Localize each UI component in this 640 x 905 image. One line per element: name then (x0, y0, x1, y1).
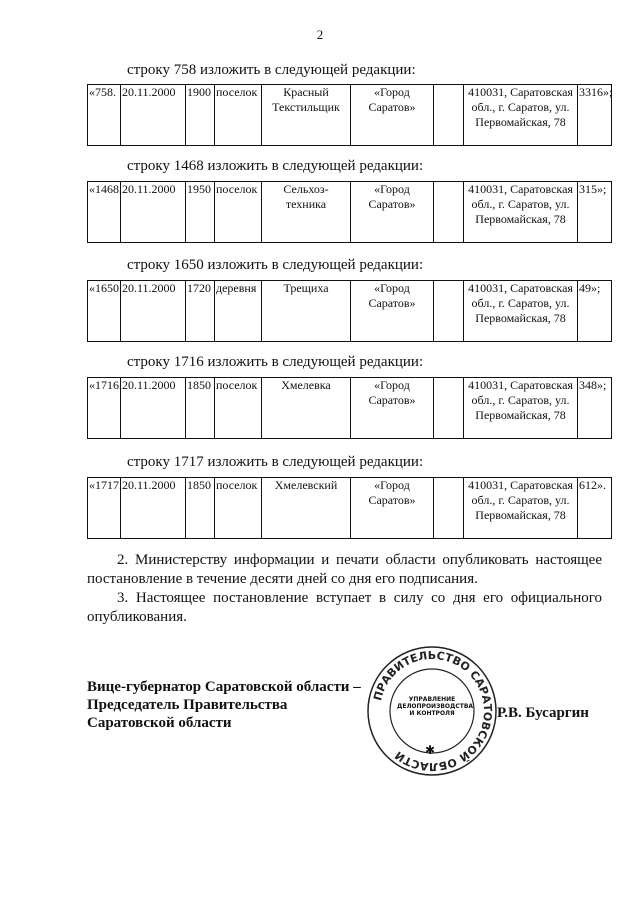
settlement-name-cell: Хмелевка (262, 378, 351, 439)
date-cell: 20.11.2000 (121, 281, 186, 342)
code-cell: 3316»; (578, 85, 612, 146)
settlement-type-cell: поселок (215, 478, 262, 539)
settlement-type-cell: поселок (215, 85, 262, 146)
code-cell: 49»; (578, 281, 612, 342)
municipality-cell: «Город Саратов» (351, 478, 434, 539)
signatory-name: Р.В. Бусаргин (497, 705, 589, 721)
empty-cell (434, 182, 464, 243)
address-cell: 410031, Саратовская обл., г. Саратов, ул. Первомайская, 78 (464, 182, 578, 243)
date-cell: 20.11.2000 (121, 378, 186, 439)
amendment-intro: строку 1468 изложить в следующей редакции: (127, 158, 424, 174)
year-cell: 1720 (186, 281, 215, 342)
code-cell: 315»; (578, 182, 612, 243)
code-cell: 612». (578, 478, 612, 539)
date-cell: 20.11.2000 (121, 478, 186, 539)
municipality-cell: «Город Саратов» (351, 281, 434, 342)
signatory-title-line2: Председатель Правительства (87, 697, 288, 713)
amendment-table (87, 84, 612, 146)
amendment-intro: строку 758 изложить в следующей редакции: (127, 62, 416, 78)
amendment-intro: строку 1716 изложить в следующей редакции: (127, 354, 424, 370)
address-cell: 410031, Саратовская обл., г. Саратов, ул. Первомайская, 78 (464, 281, 578, 342)
row-number: «758. (88, 85, 121, 146)
amendment-table (87, 280, 612, 342)
signatory-title-line3: Саратовской области (87, 715, 232, 731)
settlement-name-cell: Красный Текстильщик (262, 85, 351, 146)
row-number: «1717. (88, 478, 121, 539)
stamp-inner-line1: УПРАВЛЕНИЕ (408, 696, 456, 703)
code-cell: 348»; (578, 378, 612, 439)
signatory-title (87, 678, 361, 732)
settlement-name-cell: Хмелевский (262, 478, 351, 539)
settlement-type-cell: деревня (215, 281, 262, 342)
year-cell: 1950 (186, 182, 215, 243)
municipality-cell: «Город Саратов» (351, 378, 434, 439)
year-cell: 1850 (186, 378, 215, 439)
row-number: «1468. (88, 182, 121, 243)
amendment-table (87, 477, 612, 539)
empty-cell (434, 378, 464, 439)
stamp-star-icon: ✱ (425, 743, 436, 757)
settlement-type-cell: поселок (215, 182, 262, 243)
municipality-cell: «Город Саратов» (351, 182, 434, 243)
signatory-title-line1: Вице-губернатор Саратовской области – (87, 679, 361, 695)
stamp-inner-text (397, 696, 474, 717)
paragraph-2-text: 2. Министерству информации и печати области опубликовать настоящее постановление в течение десяти дней со дня его подписания. (87, 552, 602, 587)
address-cell: 410031, Саратовская обл., г. Саратов, ул. Первомайская, 78 (464, 478, 578, 539)
year-cell: 1900 (186, 85, 215, 146)
stamp-ring-text: ПРАВИТЕЛЬСТВО САРАТОВСКОЙ ОБЛАСТИ (371, 648, 495, 774)
amendment-intro: строку 1717 изложить в следующей редакции: (127, 454, 424, 470)
empty-cell (434, 85, 464, 146)
paragraph-3 (87, 589, 602, 627)
municipality-cell: «Город Саратов» (351, 85, 434, 146)
page-number: 2 (316, 27, 324, 42)
amendment-intro: строку 1650 изложить в следующей редакции: (127, 257, 424, 273)
amendment-table (87, 181, 612, 243)
address-cell: 410031, Саратовская обл., г. Саратов, ул. Первомайская, 78 (464, 85, 578, 146)
date-cell: 20.11.2000 (121, 182, 186, 243)
row-number: «1650. (88, 281, 121, 342)
settlement-type-cell: поселок (215, 378, 262, 439)
stamp-inner-line3: И КОНТРОЛЯ (409, 710, 455, 717)
row-number: «1716. (88, 378, 121, 439)
amendment-table (87, 377, 612, 439)
stamp-inner-line2: ДЕЛОПРОИЗВОДСТВА (397, 703, 474, 710)
empty-cell (434, 478, 464, 539)
settlement-name-cell: Сельхоз- техника (262, 182, 351, 243)
settlement-name-cell: Трещиха (262, 281, 351, 342)
date-cell: 20.11.2000 (121, 85, 186, 146)
paragraph-3-text: 3. Настоящее постановление вступает в силу со дня его официального опубликования. (87, 590, 602, 625)
year-cell: 1850 (186, 478, 215, 539)
paragraph-2 (87, 551, 602, 589)
empty-cell (434, 281, 464, 342)
address-cell: 410031, Саратовская обл., г. Саратов, ул. Первомайская, 78 (464, 378, 578, 439)
